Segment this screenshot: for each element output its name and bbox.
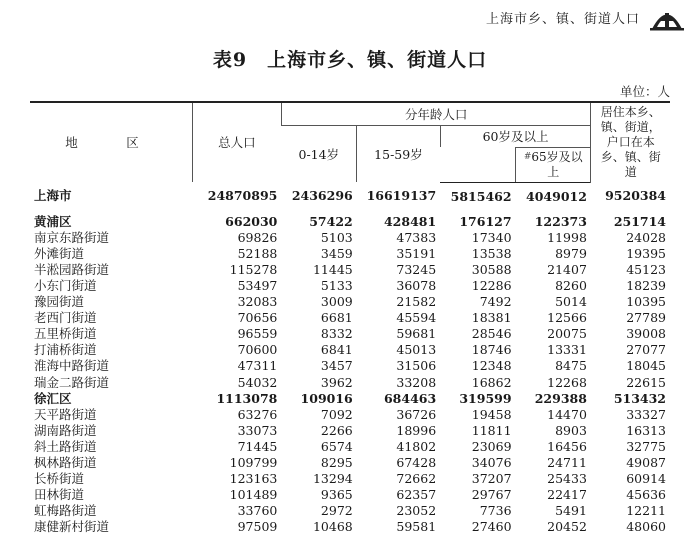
region-name: 瑞金二路街道 [34, 374, 110, 390]
cell-a0-14: 57422 [309, 213, 353, 229]
cell-a15-59: 72662 [396, 471, 437, 487]
cell-total: 101489 [229, 487, 278, 503]
cell-res: 513432 [613, 390, 666, 406]
resident-header: 居住本乡、镇、街道，户口在本乡、镇、街道 [591, 102, 670, 182]
cell-a65: 8260 [555, 278, 587, 294]
region-name: 小东门街道 [34, 278, 97, 294]
region-name: 南京东路街道 [34, 229, 110, 245]
table-row [30, 519, 670, 535]
cell-a60: 12286 [471, 278, 512, 294]
cell-a65: 5014 [555, 294, 587, 310]
table-row [30, 358, 670, 374]
cell-total: 1113078 [216, 390, 278, 406]
cell-res: 10395 [626, 294, 666, 310]
cell-a15-59: 33208 [396, 374, 437, 390]
cell-a65: 21407 [547, 261, 587, 277]
cell-a65: 14470 [547, 406, 587, 422]
cell-a65: 11998 [547, 229, 587, 245]
cell-a60: 19458 [471, 406, 512, 422]
cell-a65: 24711 [547, 455, 587, 471]
cell-a0-14: 13294 [312, 471, 353, 487]
cell-a60: 27460 [471, 519, 512, 535]
region-name: 黄浦区 [34, 213, 72, 229]
cell-a60: 16862 [471, 374, 512, 390]
age-0-14-header: 0-14岁 [298, 146, 340, 162]
cell-a15-59: 41802 [396, 438, 437, 454]
cell-total: 32083 [237, 294, 278, 310]
cell-a15-59: 684463 [383, 390, 437, 406]
region-name: 徐汇区 [34, 390, 72, 406]
cell-res: 45636 [626, 487, 666, 503]
region-name: 天平路街道 [34, 406, 97, 422]
cell-a65: 5491 [555, 503, 587, 519]
cell-a15-59: 45594 [396, 310, 437, 326]
running-head: 上海市乡、镇、街道人口 [485, 12, 640, 27]
cell-a0-14: 10468 [312, 519, 353, 535]
cell-total: 33073 [237, 422, 278, 438]
cell-a15-59: 31506 [396, 358, 437, 374]
cell-total: 123163 [229, 471, 278, 487]
cell-res: 251714 [613, 213, 666, 229]
cell-res: 9520384 [605, 188, 666, 204]
region-name: 半淞园路街道 [34, 261, 110, 277]
cell-a65: 13331 [547, 342, 587, 358]
unit-label: 单位：人 [619, 84, 670, 99]
region-name: 枫林路街道 [34, 455, 97, 471]
region-name: 淮海中路街道 [34, 358, 110, 374]
cell-res: 12211 [626, 503, 666, 519]
cell-res: 18239 [626, 278, 666, 294]
cell-total: 115278 [229, 261, 278, 277]
cell-a15-59: 35191 [396, 245, 437, 261]
cell-a15-59: 18996 [396, 422, 437, 438]
table-row [30, 182, 670, 205]
cell-a15-59: 62357 [396, 487, 437, 503]
region-name: 上海市 [34, 188, 72, 204]
cell-a65: 4049012 [526, 188, 587, 204]
table-row [30, 278, 670, 294]
table-row [30, 342, 670, 358]
cell-res: 33327 [626, 406, 666, 422]
cell-a0-14: 3457 [320, 358, 353, 374]
footnote-mark: # [523, 151, 532, 162]
region-name: 虹梅路街道 [34, 503, 97, 519]
cell-a0-14: 6841 [320, 342, 353, 358]
cell-a15-59: 73245 [396, 261, 437, 277]
cell-a60: 11811 [471, 422, 512, 438]
cell-a0-14: 109016 [300, 390, 353, 406]
census-logo-icon [648, 2, 686, 32]
cell-a15-59: 428481 [383, 213, 437, 229]
cell-res: 27077 [626, 342, 666, 358]
cell-a0-14: 9365 [320, 487, 353, 503]
cell-a0-14: 3962 [320, 374, 353, 390]
cell-a60: 18381 [471, 310, 512, 326]
cell-a60: 28546 [471, 326, 512, 342]
region-name: 田林街道 [34, 487, 85, 503]
table-row [30, 262, 670, 278]
cell-res: 22615 [626, 374, 666, 390]
cell-a0-14: 6574 [320, 438, 353, 454]
cell-a65: 22417 [547, 487, 587, 503]
cell-a0-14: 8332 [320, 326, 353, 342]
cell-a0-14: 8295 [320, 455, 353, 471]
cell-a60: 7736 [479, 503, 512, 519]
region-name: 外滩街道 [34, 245, 85, 261]
cell-a15-59: 59581 [396, 519, 437, 535]
cell-a60: 319599 [459, 390, 512, 406]
table-body [30, 182, 670, 535]
cell-res: 18045 [626, 358, 666, 374]
cell-a65: 8903 [555, 422, 587, 438]
cell-res: 19395 [626, 245, 666, 261]
cell-a15-59: 59681 [396, 326, 437, 342]
cell-a15-59: 23052 [396, 503, 437, 519]
region-name: 五里桥街道 [34, 326, 97, 342]
cell-res: 39008 [626, 326, 666, 342]
age-group-header: 分年龄人口 [281, 102, 591, 126]
cell-a60: 7492 [479, 294, 512, 310]
cell-a60: 18746 [471, 342, 512, 358]
cell-total: 69826 [237, 229, 278, 245]
cell-a15-59: 36078 [396, 278, 437, 294]
cell-total: 33760 [237, 503, 278, 519]
region-name: 康健新村街道 [34, 519, 110, 535]
region-name: 长桥街道 [34, 471, 85, 487]
cell-a15-59: 67428 [396, 455, 437, 471]
cell-a15-59: 21582 [396, 294, 437, 310]
table-row [30, 230, 670, 246]
table-row [30, 294, 670, 310]
cell-res: 49087 [626, 455, 666, 471]
cell-a0-14: 5103 [320, 229, 353, 245]
cell-total: 52188 [237, 245, 278, 261]
region-name: 豫园街道 [34, 294, 85, 310]
cell-a15-59: 36726 [396, 406, 437, 422]
cell-total: 47311 [237, 358, 278, 374]
cell-a0-14: 2266 [320, 422, 353, 438]
region-name: 老西门街道 [34, 310, 97, 326]
table-row [30, 487, 670, 503]
cell-a15-59: 45013 [396, 342, 437, 358]
cell-total: 53497 [237, 278, 278, 294]
cell-total: 70600 [237, 342, 278, 358]
cell-total: 96559 [237, 326, 278, 342]
cell-res: 32775 [626, 438, 666, 454]
total-header: 总人口 [192, 102, 281, 182]
region-name: 打浦桥街道 [34, 342, 97, 358]
table-row [30, 455, 670, 471]
cell-a0-14: 2972 [320, 503, 353, 519]
table-row [30, 391, 670, 407]
cell-a0-14: 3009 [320, 294, 353, 310]
cell-total: 109799 [229, 455, 278, 471]
cell-a65: 122373 [534, 213, 587, 229]
cell-total: 70656 [237, 310, 278, 326]
cell-a60: 5815462 [450, 188, 512, 204]
page-title: 表9 上海市乡、镇、街道人口 [212, 49, 488, 71]
cell-a60: 12348 [471, 358, 512, 374]
table-row [30, 246, 670, 262]
cell-res: 24028 [626, 229, 666, 245]
cell-a60: 37207 [471, 471, 512, 487]
cell-a65: 12268 [547, 374, 587, 390]
cell-a65: 12566 [547, 310, 587, 326]
age-65-plus-label: 65岁及以上 [531, 149, 583, 179]
cell-a60: 17340 [471, 229, 512, 245]
cell-a0-14: 6681 [320, 310, 353, 326]
cell-a15-59: 47383 [396, 229, 437, 245]
cell-a65: 20452 [547, 519, 587, 535]
cell-total: 71445 [237, 438, 278, 454]
population-table [30, 101, 670, 535]
age-65-plus-header [516, 147, 591, 182]
cell-total: 97509 [237, 519, 278, 535]
cell-total: 63276 [237, 406, 278, 422]
cell-res: 60914 [626, 471, 666, 487]
table-row [30, 407, 670, 423]
table-row [30, 439, 670, 455]
cell-a65: 229388 [534, 390, 587, 406]
cell-a60: 13538 [471, 245, 512, 261]
cell-a0-14: 11445 [312, 261, 353, 277]
region-name: 湖南路街道 [34, 422, 97, 438]
cell-a60: 30588 [471, 261, 512, 277]
age-15-59-header: 15-59岁 [357, 126, 440, 183]
cell-a65: 8979 [555, 245, 587, 261]
table-row [30, 205, 670, 230]
cell-res: 45123 [626, 261, 666, 277]
cell-total: 24870895 [207, 188, 278, 204]
age-60-plus-header: 60岁及以上 [440, 126, 591, 148]
cell-a0-14: 7092 [320, 406, 353, 422]
cell-a0-14: 2436296 [291, 188, 353, 204]
cell-res: 48060 [626, 519, 666, 535]
table-row [30, 423, 670, 439]
table-row [30, 471, 670, 487]
cell-a60: 23069 [471, 438, 512, 454]
cell-total: 54032 [237, 374, 278, 390]
cell-a65: 25433 [547, 471, 587, 487]
cell-a65: 20075 [547, 326, 587, 342]
cell-a60: 176127 [459, 213, 512, 229]
table-row [30, 326, 670, 342]
table-row [30, 310, 670, 326]
cell-a65: 16456 [547, 438, 587, 454]
table-row [30, 375, 670, 391]
table-row [30, 503, 670, 519]
cell-a65: 8475 [555, 358, 587, 374]
region-name: 斜土路街道 [34, 438, 97, 454]
cell-a0-14: 5133 [320, 278, 353, 294]
cell-a60: 29767 [471, 487, 512, 503]
cell-total: 662030 [225, 213, 278, 229]
region-header: 地 区 [65, 135, 157, 150]
cell-res: 27789 [626, 310, 666, 326]
cell-a60: 34076 [471, 455, 512, 471]
cell-a0-14: 3459 [320, 245, 353, 261]
cell-res: 16313 [626, 422, 666, 438]
cell-a15-59: 16619137 [366, 188, 437, 204]
